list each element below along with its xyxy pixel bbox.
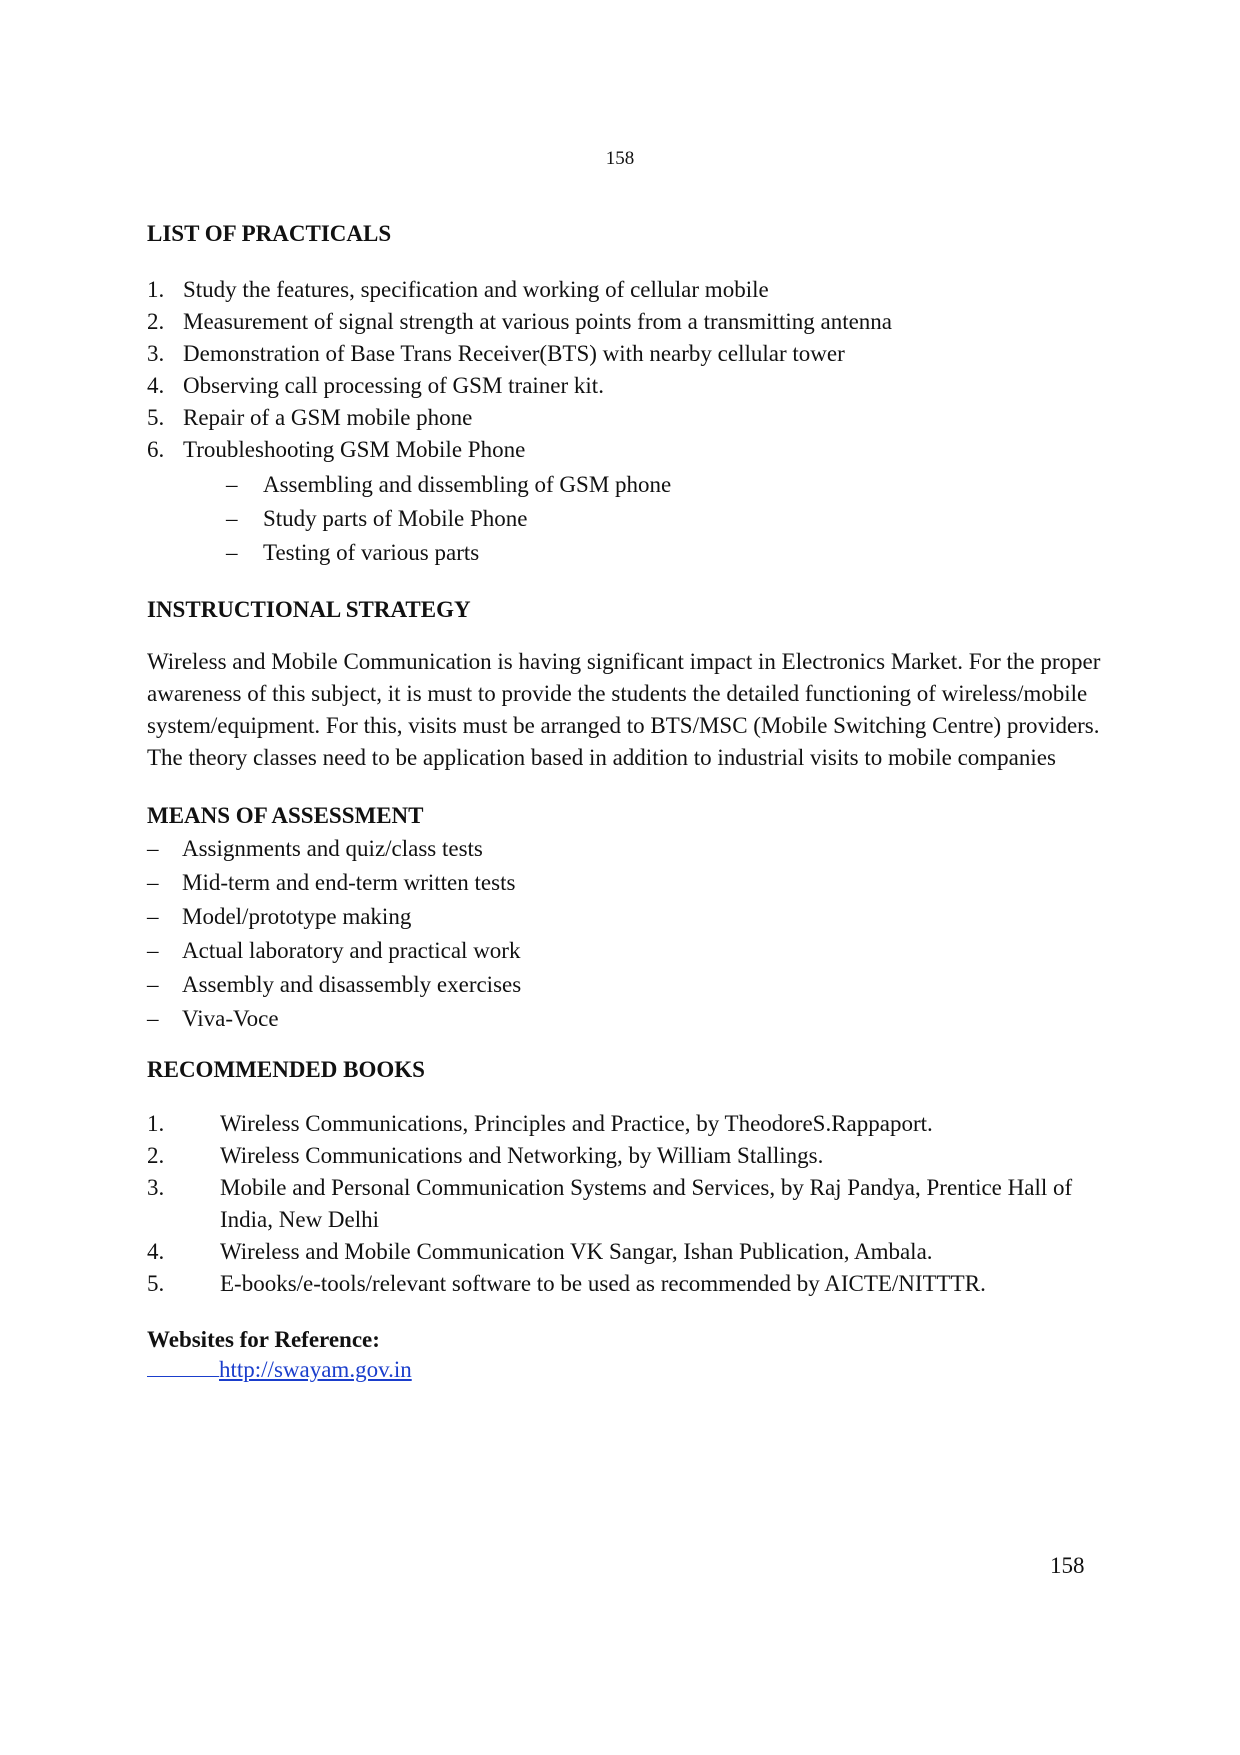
practical-item — [147, 274, 1107, 306]
practical-item — [147, 306, 1107, 338]
assessment-text: Assembly and disassembly exercises — [182, 972, 522, 997]
book-item — [147, 1140, 1107, 1172]
book-text: Wireless and Mobile Communication VK Sangar, Ishan Publication, Ambala. — [220, 1239, 933, 1264]
book-text: Mobile and Personal Communication Systems and Services, by Raj Pandya, Prentice Hall of India, New Delhi — [220, 1175, 1073, 1232]
book-item — [147, 1236, 1107, 1268]
assessment-item — [147, 934, 1107, 968]
troubleshooting-sublist — [147, 468, 1107, 570]
item-number: 2. — [147, 1143, 165, 1168]
sub-item-text: Assembling and dissembling of GSM phone — [263, 472, 672, 497]
page-number-top: 158 — [605, 148, 635, 169]
books-list — [147, 1108, 1107, 1300]
item-text: Repair of a GSM mobile phone — [183, 405, 473, 430]
swayam-link[interactable]: http://swayam.gov.in — [219, 1357, 412, 1382]
strategy-section — [147, 594, 1107, 774]
item-number: 6. — [147, 437, 165, 462]
item-number: 3. — [147, 1175, 165, 1200]
dash-bullet: – — [147, 938, 159, 963]
assessment-list — [147, 832, 1107, 1036]
item-number: 2. — [147, 309, 165, 334]
assessment-text: Actual laboratory and practical work — [182, 938, 521, 963]
book-item — [147, 1172, 1107, 1236]
item-text: Troubleshooting GSM Mobile Phone — [183, 437, 526, 462]
item-text: Measurement of signal strength at various points from a transmitting antenna — [183, 309, 893, 334]
assessment-item — [147, 866, 1107, 900]
practicals-section — [147, 218, 1107, 570]
assessment-item — [147, 968, 1107, 1002]
assessment-item — [147, 832, 1107, 866]
dash-bullet: – — [147, 870, 159, 895]
practical-item — [147, 338, 1107, 370]
item-number: 3. — [147, 341, 165, 366]
book-text: Wireless Communications and Networking, by William Stallings. — [220, 1143, 824, 1168]
sub-item-text: Study parts of Mobile Phone — [263, 506, 528, 531]
dash-bullet: – — [226, 472, 238, 497]
dash-bullet: – — [147, 836, 159, 861]
practical-item — [147, 434, 1107, 466]
assessment-section — [147, 800, 1107, 1036]
assessment-item — [147, 1002, 1107, 1036]
strategy-heading: INSTRUCTIONAL STRATEGY — [147, 597, 471, 622]
website-link-line — [147, 1354, 1107, 1383]
assessment-item — [147, 900, 1107, 934]
item-text: Observing call processing of GSM trainer kit. — [183, 373, 604, 398]
item-number: 4. — [147, 1239, 165, 1264]
assessment-text: Model/prototype making — [182, 904, 412, 929]
assessment-text: Assignments and quiz/class tests — [182, 836, 483, 861]
strategy-paragraph: Wireless and Mobile Communication is having significant impact in Electronics Market. For the proper awareness of this subject, it is must to provide the students the detailed functioning of wireless/mobile system/equipment. For this, visits must be arranged to BTS/MSC (Mobile Switching Centre) providers. The theory classes need to be application based in addition to industrial visits to mobile companies — [147, 649, 1101, 770]
dash-bullet: – — [147, 972, 159, 997]
item-number: 1. — [147, 277, 165, 302]
sub-item-text: Testing of various parts — [263, 540, 480, 565]
book-text: E-books/e-tools/relevant software to be used as recommended by AICTE/NITTTR. — [220, 1271, 986, 1296]
dash-bullet: – — [226, 506, 238, 531]
sub-item — [147, 536, 1107, 570]
item-number: 1. — [147, 1111, 165, 1136]
books-heading: RECOMMENDED BOOKS — [147, 1057, 425, 1082]
dash-bullet: – — [147, 904, 159, 929]
book-text: Wireless Communications, Principles and Practice, by TheodoreS.Rappaport. — [220, 1111, 933, 1136]
item-text: Demonstration of Base Trans Receiver(BTS) with nearby cellular tower — [183, 341, 845, 366]
link-underline-lead — [147, 1354, 219, 1377]
websites-heading: Websites for Reference: — [147, 1327, 380, 1352]
sub-item — [147, 502, 1107, 536]
book-item — [147, 1268, 1107, 1300]
dash-bullet: – — [226, 540, 238, 565]
assessment-text: Viva-Voce — [182, 1006, 279, 1031]
item-text: Study the features, specification and working of cellular mobile — [183, 277, 769, 302]
document-body — [147, 218, 1107, 1383]
book-item — [147, 1108, 1107, 1140]
sub-item — [147, 468, 1107, 502]
practical-item — [147, 370, 1107, 402]
assessment-text: Mid-term and end-term written tests — [182, 870, 516, 895]
practical-item — [147, 402, 1107, 434]
item-number: 5. — [147, 405, 165, 430]
assessment-heading: MEANS OF ASSESSMENT — [147, 803, 424, 828]
practicals-heading: LIST OF PRACTICALS — [147, 221, 392, 246]
books-section — [147, 1054, 1107, 1300]
item-number: 4. — [147, 373, 165, 398]
websites-section — [147, 1326, 1107, 1383]
page-number-bottom: 158 — [1050, 1553, 1085, 1578]
item-number: 5. — [147, 1271, 165, 1296]
practicals-list — [147, 274, 1107, 466]
dash-bullet: – — [147, 1006, 159, 1031]
